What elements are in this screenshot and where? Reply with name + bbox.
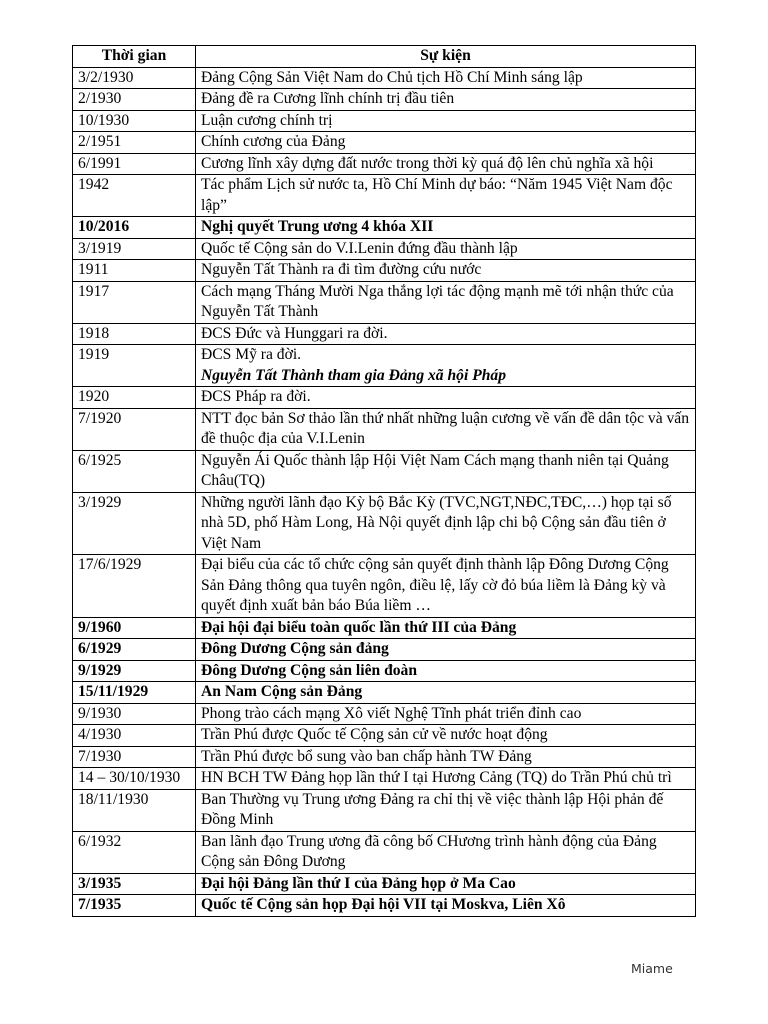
timeline-table	[72, 45, 696, 917]
time-cell: 17/6/1929	[73, 555, 196, 618]
event-text: Quốc tế Cộng sản họp Đại hội VII tại Moskva, Liên Xô	[201, 896, 566, 913]
event-text: Đông Dương Cộng sản liên đoàn	[201, 661, 418, 679]
time-cell: 2/1951	[73, 132, 196, 154]
event-text: Quốc tế Cộng sản do V.I.Lenin đứng đầu thành lập	[201, 239, 518, 257]
event-text: Nguyễn Tất Thành ra đi tìm đường cứu nước	[201, 261, 482, 278]
time-cell: 2/1930	[73, 89, 196, 111]
event-cell	[196, 67, 696, 89]
table-row	[73, 387, 696, 409]
table-row	[73, 110, 696, 132]
time-cell: 9/1930	[73, 703, 196, 725]
event-cell	[196, 789, 696, 831]
table-row	[73, 703, 696, 725]
event-text: ĐCS Pháp ra đời.	[201, 388, 311, 405]
table-row	[73, 682, 696, 704]
event-cell	[196, 132, 696, 154]
table-row	[73, 345, 696, 387]
event-text: Trần Phú được bổ sung vào ban chấp hành TW Đảng	[201, 747, 532, 765]
table-row	[73, 238, 696, 260]
event-cell	[196, 492, 696, 555]
time-cell: 4/1930	[73, 725, 196, 747]
event-cell	[196, 660, 696, 682]
footer-label: Miame	[631, 961, 673, 976]
table-row	[73, 408, 696, 450]
table-row	[73, 281, 696, 323]
event-text: Chính cương của Đảng	[201, 133, 346, 150]
time-cell: 6/1925	[73, 450, 196, 492]
time-cell: 9/1960	[73, 617, 196, 639]
table-row	[73, 175, 696, 217]
table-row	[73, 895, 696, 917]
event-cell	[196, 345, 696, 387]
event-cell	[196, 895, 696, 917]
table-header-row	[73, 46, 696, 68]
time-cell: 1911	[73, 260, 196, 282]
event-text: Nguyễn Ái Quốc thành lập Hội Việt Nam Cách mạng thanh niên tại Quảng Châu(TQ)	[201, 451, 669, 489]
table-row	[73, 639, 696, 661]
event-cell	[196, 238, 696, 260]
event-text: Ban lãnh đạo Trung ương đã công bố CHương trình hành động của Đảng Cộng sản Đông Dương	[201, 832, 657, 870]
time-cell: 15/11/1929	[73, 682, 196, 704]
time-cell: 14 – 30/10/1930	[73, 768, 196, 790]
table-row	[73, 746, 696, 768]
time-cell: 3/1929	[73, 492, 196, 555]
event-text: Những người lãnh đạo Kỳ bộ Bắc Kỳ (TVC,NGT,NĐC,TĐC,…) họp tại số nhà 5D, phố Hàm Long, Hà Nội quyết định lập chi bộ Cộng sản đầu tiên ở Việt Nam	[201, 493, 672, 552]
table-row	[73, 555, 696, 618]
time-cell: 1917	[73, 281, 196, 323]
event-text: Đảng đề ra Cương lĩnh chính trị đầu tiên	[201, 90, 455, 107]
time-cell: 6/1991	[73, 153, 196, 175]
event-text: Đại hội đại biểu toàn quốc lần thứ III của Đảng	[201, 618, 517, 636]
table-row	[73, 260, 696, 282]
event-cell	[196, 831, 696, 873]
table-row	[73, 132, 696, 154]
event-text: Cương lĩnh xây dựng đất nước trong thời kỳ quá độ lên chủ nghĩa xã hội	[201, 154, 654, 172]
table-row	[73, 67, 696, 89]
event-cell	[196, 110, 696, 132]
event-cell	[196, 153, 696, 175]
event-cell	[196, 323, 696, 345]
event-extra-text: Nguyễn Tất Thành tham gia Đảng xã hội Pháp	[201, 366, 506, 384]
time-cell: 10/1930	[73, 110, 196, 132]
time-cell: 7/1935	[73, 895, 196, 917]
event-cell	[196, 768, 696, 790]
event-text: ĐCS Mỹ ra đời.	[201, 346, 302, 363]
event-text: Đông Dương Cộng sản đảng	[201, 640, 389, 657]
table-row	[73, 789, 696, 831]
time-cell: 6/1929	[73, 639, 196, 661]
event-cell	[196, 281, 696, 323]
table-row	[73, 89, 696, 111]
header-time: Thời gian	[73, 46, 196, 68]
event-text: Đại biểu của các tổ chức cộng sản quyết định thành lập Đông Dương Cộng Sản Đảng thông qua tuyên ngôn, điều lệ, lấy cờ đỏ búa liềm là Đảng kỳ và quyết định xuất bản báo Búa liềm …	[201, 556, 669, 614]
time-cell: 10/2016	[73, 217, 196, 239]
table-row	[73, 831, 696, 873]
event-cell	[196, 725, 696, 747]
time-cell: 7/1930	[73, 746, 196, 768]
time-cell: 1918	[73, 323, 196, 345]
table-row	[73, 768, 696, 790]
event-cell	[196, 217, 696, 239]
event-cell	[196, 555, 696, 618]
event-text: Luận cương chính trị	[201, 111, 333, 129]
event-text: Ban Thường vụ Trung ương Đảng ra chỉ thị về việc thành lập Hội phản đế Đồng Minh	[201, 790, 664, 828]
event-cell	[196, 703, 696, 725]
event-text: Đảng Cộng Sản Việt Nam do Chủ tịch Hồ Chí Minh sáng lập	[201, 68, 583, 86]
event-cell	[196, 873, 696, 895]
event-text: HN BCH TW Đảng họp lần thứ I tại Hương Cảng (TQ) do Trần Phú chủ trì	[201, 769, 672, 786]
event-text: Tác phẩm Lịch sử nước ta, Hồ Chí Minh dự báo: “Năm 1945 Việt Nam độc lập”	[201, 176, 673, 214]
time-cell: 9/1929	[73, 660, 196, 682]
table-row	[73, 492, 696, 555]
header-event: Sự kiện	[196, 46, 696, 68]
event-cell	[196, 260, 696, 282]
event-cell	[196, 175, 696, 217]
event-text: ĐCS Đức và Hunggari ra đời.	[201, 324, 388, 342]
table-row	[73, 660, 696, 682]
table-row	[73, 873, 696, 895]
time-cell: 3/1935	[73, 873, 196, 895]
event-cell	[196, 408, 696, 450]
time-cell: 1919	[73, 345, 196, 387]
event-text: Cách mạng Tháng Mười Nga thắng lợi tác động mạnh mẽ tới nhận thức của Nguyễn Tất Thành	[201, 282, 674, 320]
event-cell	[196, 450, 696, 492]
table-row	[73, 450, 696, 492]
event-text: Đại hội Đảng lần thứ I của Đảng họp ở Ma Cao	[201, 874, 516, 892]
event-text: Nghị quyết Trung ương 4 khóa XII	[201, 218, 434, 235]
table-body	[73, 67, 696, 916]
table-row	[73, 725, 696, 747]
event-cell	[196, 387, 696, 409]
table-row	[73, 323, 696, 345]
table-row	[73, 217, 696, 239]
event-cell	[196, 639, 696, 661]
table-row	[73, 617, 696, 639]
table-row	[73, 153, 696, 175]
event-cell	[196, 617, 696, 639]
time-cell: 1942	[73, 175, 196, 217]
time-cell: 1920	[73, 387, 196, 409]
event-text: Phong trào cách mạng Xô viết Nghệ Tĩnh phát triển đỉnh cao	[201, 704, 582, 722]
event-cell	[196, 89, 696, 111]
event-text: Trần Phú được Quốc tế Cộng sản cử về nước hoạt động	[201, 726, 548, 743]
event-cell	[196, 746, 696, 768]
event-text: NTT đọc bản Sơ thảo lần thứ nhất những luận cương về vấn đề dân tộc và vấn đề thuộc địa của V.I.Lenin	[201, 409, 690, 447]
time-cell: 6/1932	[73, 831, 196, 873]
time-cell: 18/11/1930	[73, 789, 196, 831]
event-text: An Nam Cộng sản Đảng	[201, 683, 363, 700]
time-cell: 7/1920	[73, 408, 196, 450]
time-cell: 3/2/1930	[73, 67, 196, 89]
event-cell	[196, 682, 696, 704]
time-cell: 3/1919	[73, 238, 196, 260]
